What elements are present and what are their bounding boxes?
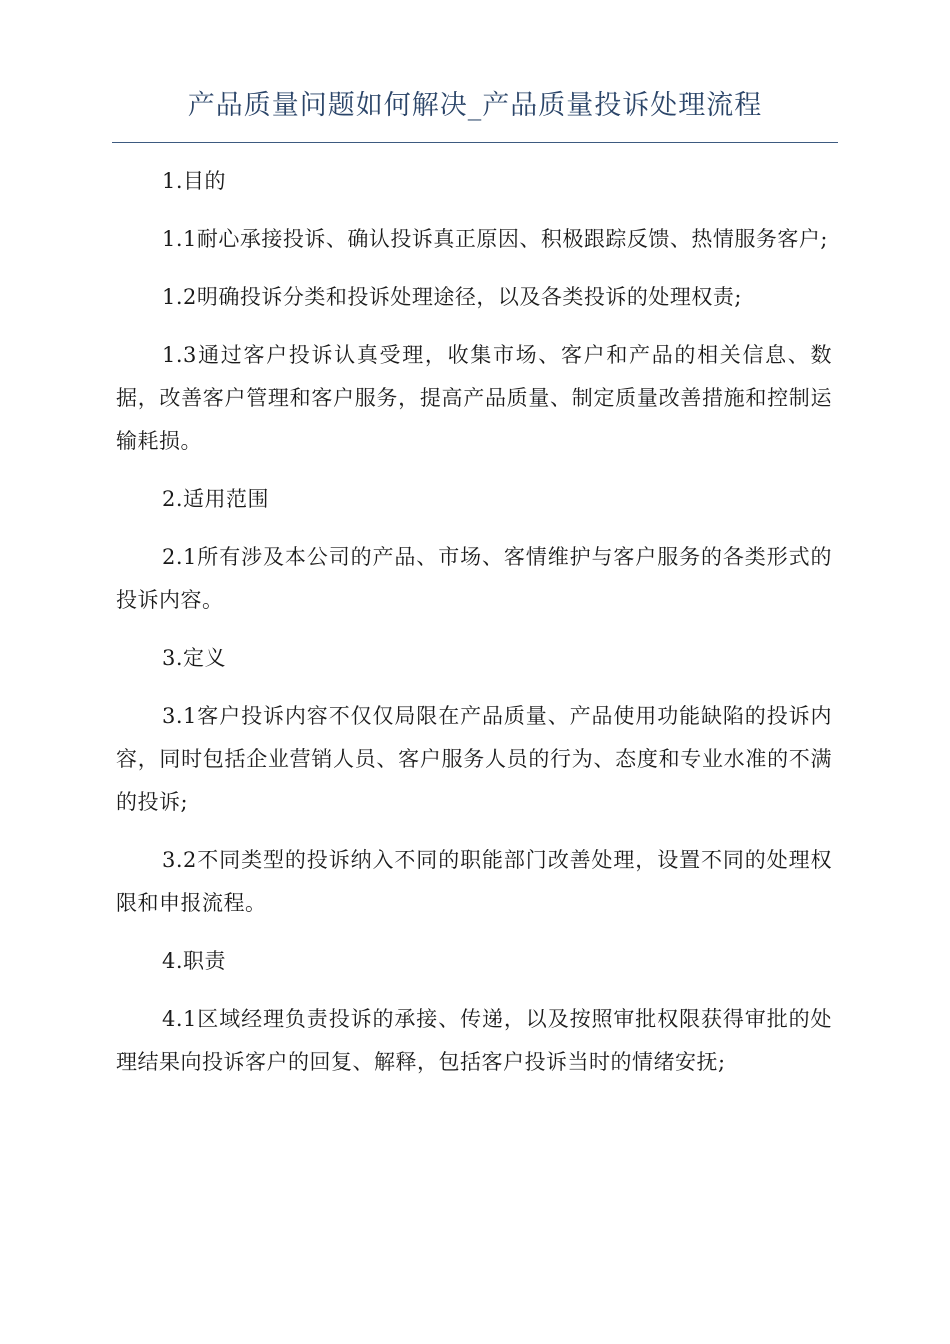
section-heading-purpose: 1.目的 — [162, 169, 227, 193]
document-body — [116, 160, 832, 1099]
paragraph-2-1: 2.1所有涉及本公司的产品、市场、客情维护与客户服务的各类形式的投诉内容。 — [116, 545, 832, 612]
section-heading-definition: 3.定义 — [162, 646, 227, 670]
paragraph-3-1: 3.1客户投诉内容不仅仅局限在产品质量、产品使用功能缺陷的投诉内容，同时包括企业营销人员、客户服务人员的行为、态度和专业水准的不满的投诉; — [116, 704, 832, 814]
section-heading-scope: 2.适用范围 — [162, 487, 270, 511]
paragraph-4-1: 4.1区域经理负责投诉的承接、传递，以及按照审批权限获得审批的处理结果向投诉客户的回复、解释，包括客户投诉当时的情绪安抚; — [116, 1007, 832, 1074]
title-divider — [112, 142, 838, 143]
section-heading-responsibility: 4.职责 — [162, 949, 227, 973]
paragraph-1-2: 1.2明确投诉分类和投诉处理途径，以及各类投诉的处理权责; — [162, 285, 742, 309]
document-title: 产品质量问题如何解决_产品质量投诉处理流程 — [187, 90, 763, 121]
paragraph-3-2: 3.2不同类型的投诉纳入不同的职能部门改善处理，设置不同的处理权限和申报流程。 — [116, 848, 832, 915]
paragraph-1-3: 1.3通过客户投诉认真受理，收集市场、客户和产品的相关信息、数据，改善客户管理和客户服务，提高产品质量、制定质量改善措施和控制运输耗损。 — [116, 343, 832, 453]
paragraph-1-1: 1.1耐心承接投诉、确认投诉真正原因、积极跟踪反馈、热情服务客户; — [162, 227, 828, 251]
